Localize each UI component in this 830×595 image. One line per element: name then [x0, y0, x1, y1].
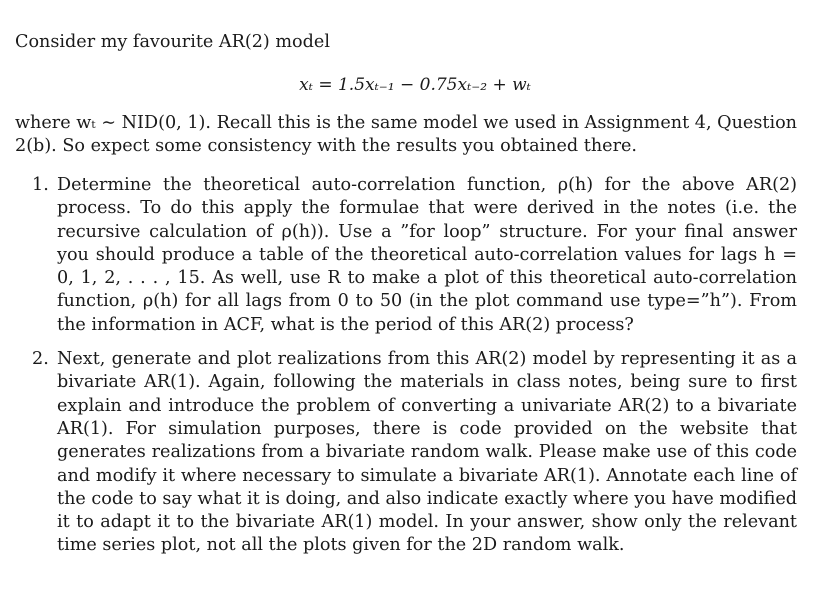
- equation-text: xₜ = 1.5xₜ₋₁ − 0.75xₜ₋₂ + wₜ: [299, 75, 531, 95]
- intro-sentence: Consider my favourite AR(2) model: [15, 32, 330, 52]
- question-item-1: [15, 174, 797, 337]
- context-paragraph: where wₜ ∼ NID(0, 1). Recall this is the same model we used in Assignment 4, Question 2(b). So expect some consistency with the results you obtained there.: [15, 113, 797, 157]
- ar2-equation: [15, 74, 815, 96]
- question-text-2: Next, generate and plot realizations from this AR(2) model by representing it as a bivariate AR(1). Again, following the materials in class notes, being sure to first explain and introduce the problem of converting a univariate AR(2) to a bivariate AR(1). For simulation purposes, there is code provided on the website that generates realizations from a bivariate random walk. Please make use of this code and modify it where necessary to simulate a bivariate AR(1). Annotate each line of the code to say what it is doing, and also indicate exactly where you have modified it to adapt it to the bivariate AR(1) model. In your answer, show only the relevant time series plot, not all the plots given for the 2D random walk.: [57, 349, 797, 556]
- question-number-1: 1.: [32, 175, 49, 195]
- question-text-1: Determine the theoretical auto-correlation function, ρ(h) for the above AR(2) process. To do this apply the formulae that were derived in the notes (i.e. the recursive calculation of ρ(h)). Use a ”for loop” structure. For your final answer you should produce a table of the theoretical auto-correlation values for lags h = 0, 1, 2, . . . , 15. As well, use R to make a plot of this theoretical auto-correlation function, ρ(h) for all lags from 0 to 50 (in the plot command use type=”h”). From the information in ACF, what is the period of this AR(2) process?: [57, 175, 797, 335]
- question-item-2: [15, 348, 797, 558]
- question-list: [15, 174, 797, 569]
- question-number-2: 2.: [32, 349, 49, 370]
